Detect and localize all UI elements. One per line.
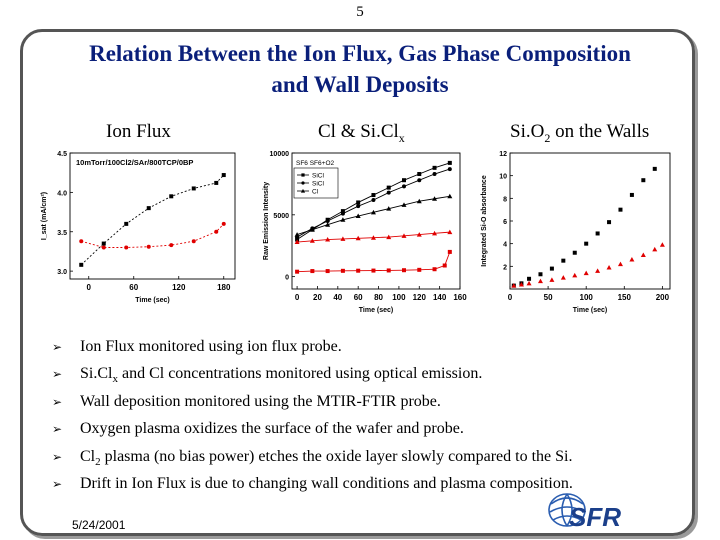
data-point [572,273,577,278]
x-tick-label: 180 [217,283,231,292]
chart-annotation: SF6 SF6+O2 [296,160,335,167]
x-tick-label: 160 [453,293,467,302]
data-point [341,212,345,216]
data-point [295,270,299,274]
data-point [402,184,406,188]
y-tick-label: 12 [499,151,507,158]
arrow-bullet-icon: ➢ [52,476,63,491]
bullet-item: ➢ Ion Flux monitored using ion flux probe. [52,336,702,363]
data-point [124,222,128,226]
legend-label: Cl [312,188,319,196]
data-point [527,277,531,281]
data-point [341,269,345,273]
y-tick-label: 4 [503,241,507,249]
data-point [448,250,452,254]
data-point [584,271,589,276]
y-tick-label: 2 [503,264,507,272]
data-point [387,186,391,190]
svg-text:SFR: SFR [569,502,621,532]
legend-label: SiCl [312,172,324,180]
arrow-bullet-icon: ➢ [52,394,63,409]
data-point [443,264,447,268]
x-tick-label: 80 [374,293,383,302]
data-point [417,172,421,176]
data-point [356,200,360,204]
footer-date: 5/24/2001 [72,518,126,532]
chart-title: 10mTorr/100Cl2/SAr/800TCP/0BP [76,158,194,167]
y-tick-label: 6 [503,219,507,226]
legend-label: SiCl [312,180,324,188]
y-tick-label: 10000 [269,151,289,158]
y-axis-label: Raw Emission Intensity [263,181,270,261]
bullet-item: ➢ Oxygen plasma oxidizes the surface of the wafer and probe. [52,418,702,445]
data-series [512,167,657,288]
x-tick-label: 0 [294,293,300,302]
sfr-logo [545,488,637,532]
bullet-list [52,336,702,500]
data-point [301,181,304,184]
data-point [192,186,196,190]
data-point [652,247,657,252]
data-point [527,281,532,286]
data-point [641,178,645,182]
y-tick-label: 3.5 [57,229,67,237]
plot-frame [510,153,670,289]
data-point [356,204,360,208]
page-number: 5 [356,4,364,20]
ion-flux-chart [30,145,245,320]
data-point [222,222,226,226]
x-tick-label: 20 [313,293,322,302]
bullet-item: ➢ Drift in Ion Flux is due to changing wall conditions and plasma composition. [52,473,702,500]
y-tick-label: 8 [503,196,507,204]
data-point [214,181,218,185]
y-axis-label: I_sat (mA/cm²) [41,191,48,241]
data-point [147,206,151,210]
data-point [371,198,375,202]
data-point [402,178,406,182]
x-tick-label: 40 [333,293,343,302]
data-point [310,269,314,273]
data-point [618,208,622,212]
x-tick-label: 60 [353,293,363,302]
data-point [573,251,577,255]
x-tick-label: 0 [507,293,513,302]
data-point [214,230,218,234]
slide-title-line2: and Wall Deposits [271,72,449,97]
data-point [447,194,452,199]
arrow-bullet-icon: ➢ [52,449,63,464]
data-series [511,242,665,287]
data-point [356,269,360,273]
data-series [295,250,452,274]
x-tick-label: 50 [543,293,553,302]
sio-absorbance-chart [480,145,680,320]
data-point [629,257,634,262]
data-point [387,268,391,272]
emission-intensity-chart [252,145,470,320]
data-point [630,193,634,197]
data-series [79,222,226,250]
data-point [417,268,421,272]
data-point [79,239,83,243]
data-point [222,173,226,177]
data-point [102,242,106,246]
data-point [596,231,600,235]
data-point [433,172,437,176]
data-point [584,242,588,246]
y-tick-label: 4.0 [57,190,67,198]
data-point [549,277,554,282]
data-point [147,245,151,249]
data-point [371,269,375,273]
data-point [660,242,665,247]
data-point [192,239,196,243]
series-line [81,175,224,265]
x-axis-label: Time (sec) [135,297,170,304]
data-point [538,272,542,276]
data-point [169,194,173,198]
y-tick-label: 0 [285,274,289,282]
data-series [295,230,453,244]
data-point [326,269,330,273]
ion-flux-heading: Ion Flux [106,121,171,142]
slide-title-line1: Relation Between the Ion Flux, Gas Phase Composition [89,41,631,66]
data-point [417,178,421,182]
data-point [550,267,554,271]
arrow-bullet-icon: ➢ [52,367,63,382]
arrow-bullet-icon: ➢ [52,340,63,354]
series-line [297,196,450,234]
bullet-item: ➢ Wall deposition monitored using the MTIR-FTIR probe. [52,391,702,418]
data-point [301,173,304,176]
slide-title [25,38,695,100]
data-point [79,263,83,267]
bullet-item: ➢ $Cl_2$ plasma (no bias power) etches the oxide layer slowly compared to the Si. [52,447,573,468]
data-point [371,193,375,197]
data-point [641,253,646,258]
bullet-item: ➢ $Si.Cl_x$ and Cl concentrations monitored using optical emission. [52,365,483,386]
legend [294,168,338,198]
sicl-heading: Cl & $Si.Cl_x$ [318,121,405,145]
data-point [448,167,452,171]
x-tick-label: 150 [617,293,631,302]
data-point [561,259,565,263]
plot-frame [70,153,235,279]
x-tick-label: 100 [579,293,593,302]
data-point [607,265,612,270]
data-point [595,268,600,273]
data-series [79,173,226,267]
data-point [169,243,173,247]
sio2-heading: $Si.O_2$ on the Walls [510,121,650,145]
x-tick-label: 140 [432,293,447,302]
x-axis-label: Time (sec) [572,307,608,314]
x-tick-label: 60 [129,283,139,292]
x-axis-label: Time (sec) [358,307,394,314]
y-tick-label: 4.5 [57,151,67,158]
data-point [448,161,452,165]
data-point [387,191,391,195]
data-point [618,262,623,267]
x-tick-label: 120 [412,293,426,302]
data-point [538,279,543,284]
y-axis-label: Integrated Si-O absorbance [481,175,488,267]
data-point [653,167,657,171]
data-point [124,246,128,250]
y-tick-label: 3.0 [57,269,67,277]
arrow-bullet-icon: ➢ [52,422,63,437]
y-tick-label: 10 [499,173,507,181]
data-point [561,275,566,280]
data-point [607,220,611,224]
x-tick-label: 120 [172,283,186,292]
x-tick-label: 100 [392,293,406,302]
x-tick-label: 200 [655,293,670,302]
data-point [402,268,406,272]
data-point [102,246,106,250]
y-tick-label: 5000 [273,212,289,220]
data-point [433,166,437,170]
x-tick-label: 0 [86,283,91,292]
data-point [433,267,437,271]
